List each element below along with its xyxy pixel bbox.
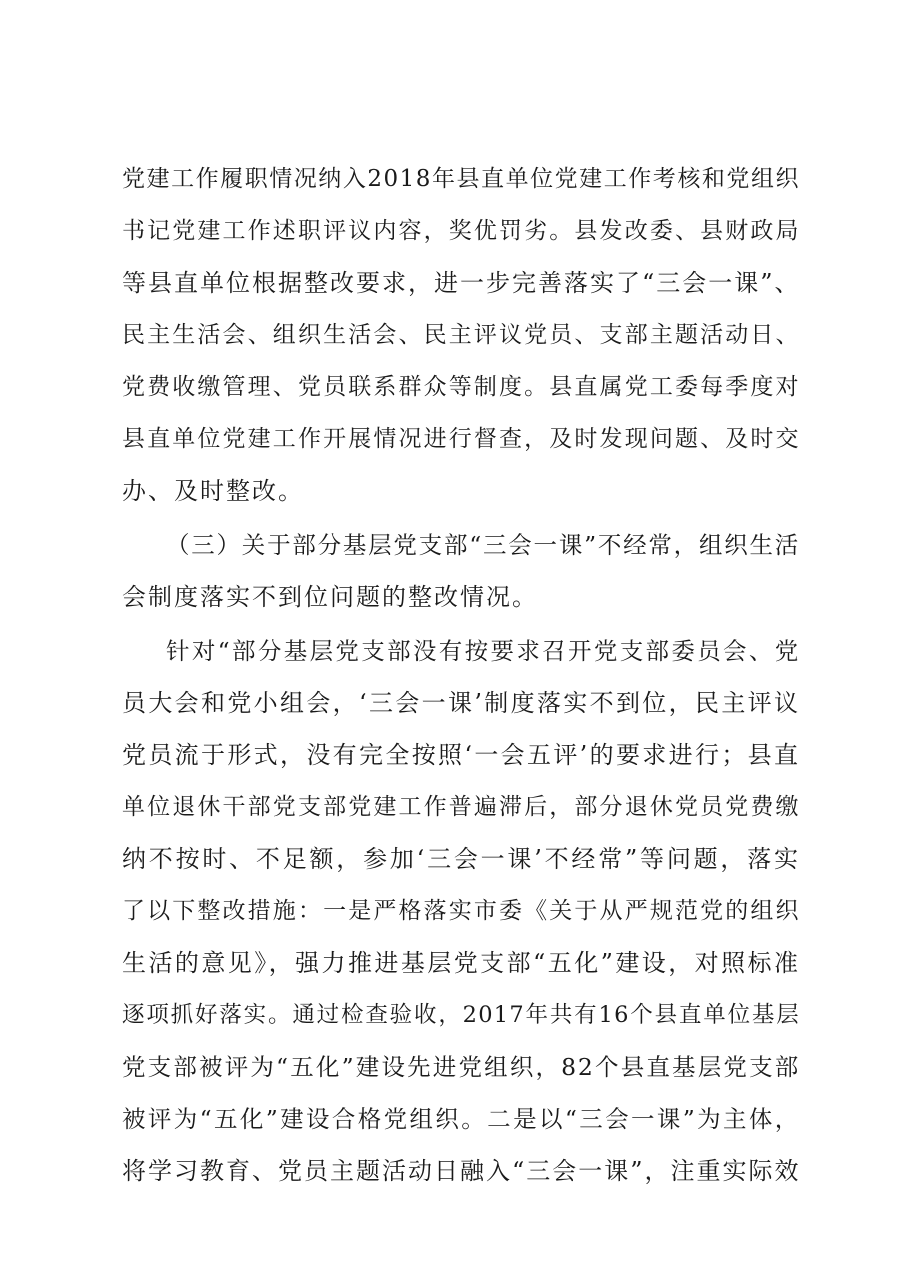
text-line-14: 纳不按时、不足额，参加‘三会一课’不经常”等问题，落实 <box>122 845 800 873</box>
text-line-11: 员大会和党小组会，‘三会一课’制度落实不到位，民主评议 <box>122 689 800 717</box>
text-line-1: 党建工作履职情况纳入2018年县直单位党建工作考核和党组织 <box>122 166 800 192</box>
text-line-15: 了以下整改措施：一是严格落实市委《关于从严规范党的组织 <box>122 898 800 924</box>
text-line-3: 等县直单位根据整改要求，进一步完善落实了“三会一课”、 <box>122 269 801 297</box>
text-line-2: 书记党建工作述职评议内容，奖优罚劣。县发改委、县财政局 <box>122 218 800 244</box>
text-line-18: 党支部被评为“五化”建设先进党组织，82个县直基层党支部 <box>122 1053 800 1081</box>
text-line-7: 办、及时整改。 <box>122 477 304 505</box>
section-heading-line-1: （三）关于部分基层党支部“三会一课”不经常，组织生活 <box>166 531 800 559</box>
text-line-4: 民主生活会、组织生活会、民主评议党员、支部主题活动日、 <box>122 322 800 348</box>
text-line-17: 逐项抓好落实。通过检查验收，2017年共有16个县直单位基层 <box>122 1002 800 1028</box>
text-line-13: 单位退休干部党支部党建工作普遍滞后，部分退休党员党费缴 <box>122 794 800 820</box>
text-line-6: 县直单位党建工作开展情况进行督查，及时发现问题、及时交 <box>122 426 800 452</box>
text-line-10: 针对“部分基层党支部没有按要求召开党支部委员会、党 <box>166 637 800 665</box>
section-heading-line-2: 会制度落实不到位问题的整改情况。 <box>122 583 538 611</box>
text-line-20: 将学习教育、党员主题活动日融入“三会一课”，注重实际效 <box>122 1157 801 1185</box>
text-line-5: 党费收缴管理、党员联系群众等制度。县直属党工委每季度对 <box>122 374 800 400</box>
text-line-19: 被评为“五化”建设合格党组织。二是以“三会一课”为主体， <box>122 1105 800 1133</box>
text-line-16: 生活的意见》，强力推进基层党支部“五化”建设，对照标准 <box>122 949 800 977</box>
text-line-12: 党员流于形式，没有完全按照‘一会五评’的要求进行；县直 <box>122 741 800 769</box>
